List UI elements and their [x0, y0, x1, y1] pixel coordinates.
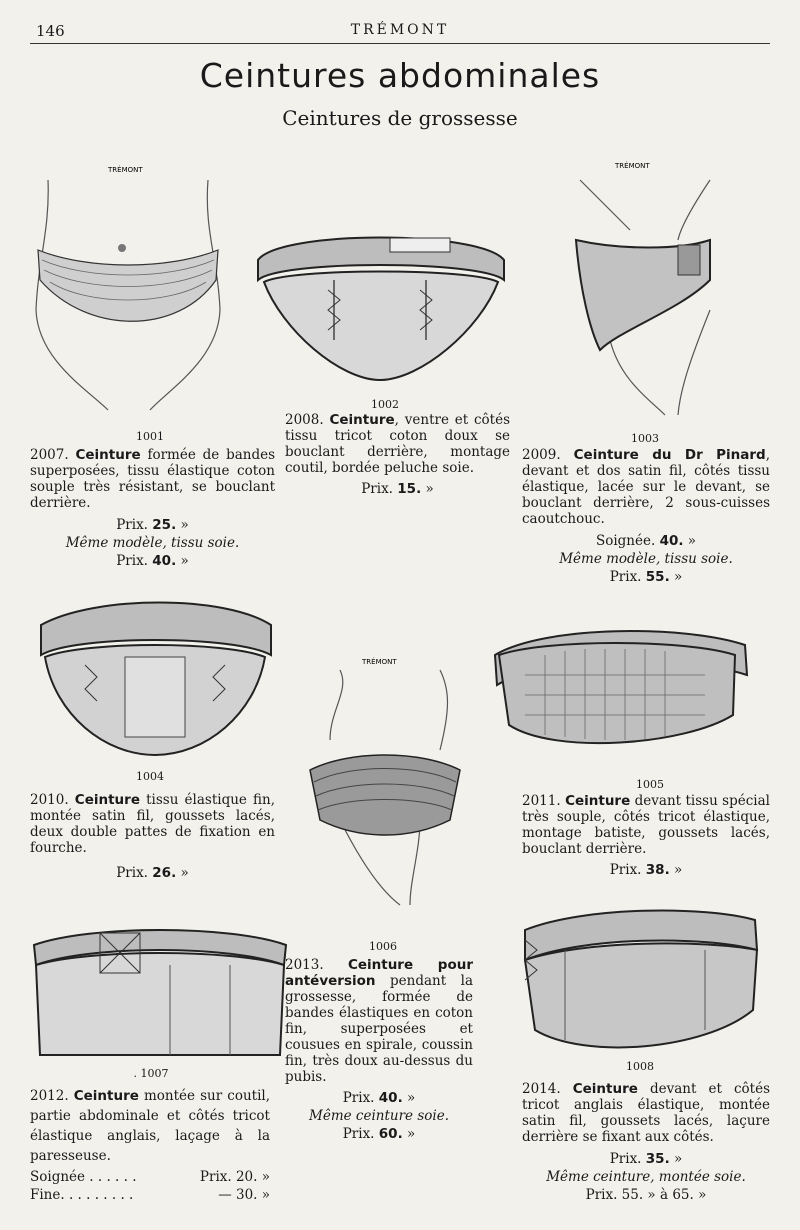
running-title: TRÉMONT — [350, 22, 450, 38]
item-name: Ceinture — [74, 792, 140, 808]
brand-mark: TRÉMONT — [362, 658, 397, 666]
item-text: pendant la grossesse, formée de bandes élastiques en coton fin, superposées et cousues en spirale, coussin fin, très doux au-dessus du pubis. — [285, 973, 473, 1085]
item-2014 — [522, 1081, 770, 1204]
figure-number: . 1007 — [133, 1067, 169, 1080]
item-name: Ceinture pour antéversion — [285, 957, 474, 989]
alt-model: Même ceinture, montée soie. — [546, 1169, 746, 1185]
item-number: 2009. — [522, 447, 561, 463]
page-subtitle: Ceintures de grossesse — [282, 106, 518, 130]
item-number: 2014. — [522, 1081, 561, 1097]
brand-mark: TRÉMONT — [615, 162, 650, 170]
brand-mark: TRÉMONT — [108, 166, 143, 174]
item-text: , devant et dos satin fil, côtés tissu élastique, lacée sur le devant, se bouclant derrière, 2 sous-cuisses caoutchouc. — [522, 447, 770, 527]
item-text: tissu élastique fin, montée satin fil, goussets lacés, deux double pattes de fixation en fourche. — [30, 792, 276, 856]
item-name: Ceinture — [75, 447, 141, 463]
item-name: Ceinture du Dr Pinard — [573, 447, 766, 463]
alt-price-line: Prix. 55. » à 65. » — [585, 1187, 707, 1203]
alt-price-line: Prix. 60. » — [342, 1126, 416, 1142]
price-line: Prix. 38. » — [609, 862, 683, 878]
header-rule — [30, 43, 770, 44]
item-number: 2008. — [285, 412, 324, 428]
item-name: Ceinture — [73, 1088, 139, 1104]
item-number: 2011. — [522, 793, 561, 809]
alt-model: Même modèle, tissu soie. — [559, 551, 733, 567]
alt-price-line: Prix. 40. » — [116, 553, 189, 569]
illustration-1001 — [28, 160, 228, 425]
item-text: , ventre et côtés tissu tricot coton doux se bouclant derrière, montage coutil, bordée peluche soie. — [285, 412, 510, 476]
figure-number: 1006 — [369, 940, 397, 953]
item-name: Ceinture — [572, 1081, 638, 1097]
illustration-1002 — [250, 220, 512, 390]
figure-number: 1005 — [636, 778, 664, 791]
item-2011 — [522, 793, 770, 879]
item-text: devant tissu spécial très souple, côtés tricot élastique, montage batiste, goussets lacés, bouclant derrière. — [522, 793, 770, 857]
illustration-1004 — [35, 595, 275, 765]
figure-number: 1002 — [371, 398, 399, 411]
item-number: 2007. — [30, 447, 69, 463]
price-line: Prix. 15. » — [361, 481, 434, 497]
price-line: Prix. 25. » — [116, 517, 189, 533]
figure-number: 1004 — [136, 770, 164, 783]
item-2013 — [285, 957, 473, 1143]
item-2009 — [522, 447, 770, 586]
item-2007 — [30, 447, 275, 570]
item-2008 — [285, 412, 510, 498]
figure-number: 1001 — [136, 430, 164, 443]
illustration-1003 — [560, 160, 735, 420]
item-text: devant et côtés tricot anglais élastique, montée satin fil, goussets lacés, laçure derrière se fixant aux côtés. — [522, 1081, 771, 1145]
item-number: 2012. — [30, 1088, 69, 1104]
item-text: formée de bandes superposées, tissu élastique coton souple très résistant, se bouclant derrière. — [30, 447, 276, 511]
item-2010 — [30, 792, 275, 882]
illustration-1006 — [300, 650, 470, 910]
item-number: 2013. — [285, 957, 324, 973]
page-number: 146 — [36, 22, 65, 40]
price-row: Soignée . . . . . . Prix. 20. » — [30, 1169, 270, 1185]
price-line: Prix. 35. » — [609, 1151, 683, 1167]
illustration-1008 — [505, 900, 775, 1065]
item-number: 2010. — [30, 792, 69, 808]
price-table — [30, 1168, 270, 1204]
item-text: montée sur coutil, partie abdominale et côtés tricot élastique anglais, laçage à la paresseuse. — [30, 1088, 270, 1164]
item-2012 — [30, 1086, 270, 1204]
page-title: Ceintures abdominales — [199, 56, 601, 95]
alt-price-line: Prix. 55. » — [609, 569, 683, 585]
price-row: Fine. . . . . . . . . — 30. » — [30, 1187, 270, 1203]
item-name: Ceinture — [329, 412, 395, 428]
figure-number: 1008 — [626, 1060, 654, 1073]
alt-model: Même ceinture soie. — [309, 1108, 449, 1124]
figure-number: 1003 — [631, 432, 659, 445]
price-line: Prix. 26. » — [116, 865, 189, 881]
price-line: Soignée. 40. » — [595, 533, 697, 549]
illustration-1007 — [30, 925, 290, 1065]
item-name: Ceinture — [565, 793, 631, 809]
alt-model: Même modèle, tissu soie. — [65, 535, 240, 551]
illustration-1005 — [485, 595, 755, 775]
price-line: Prix. 40. » — [342, 1090, 416, 1106]
